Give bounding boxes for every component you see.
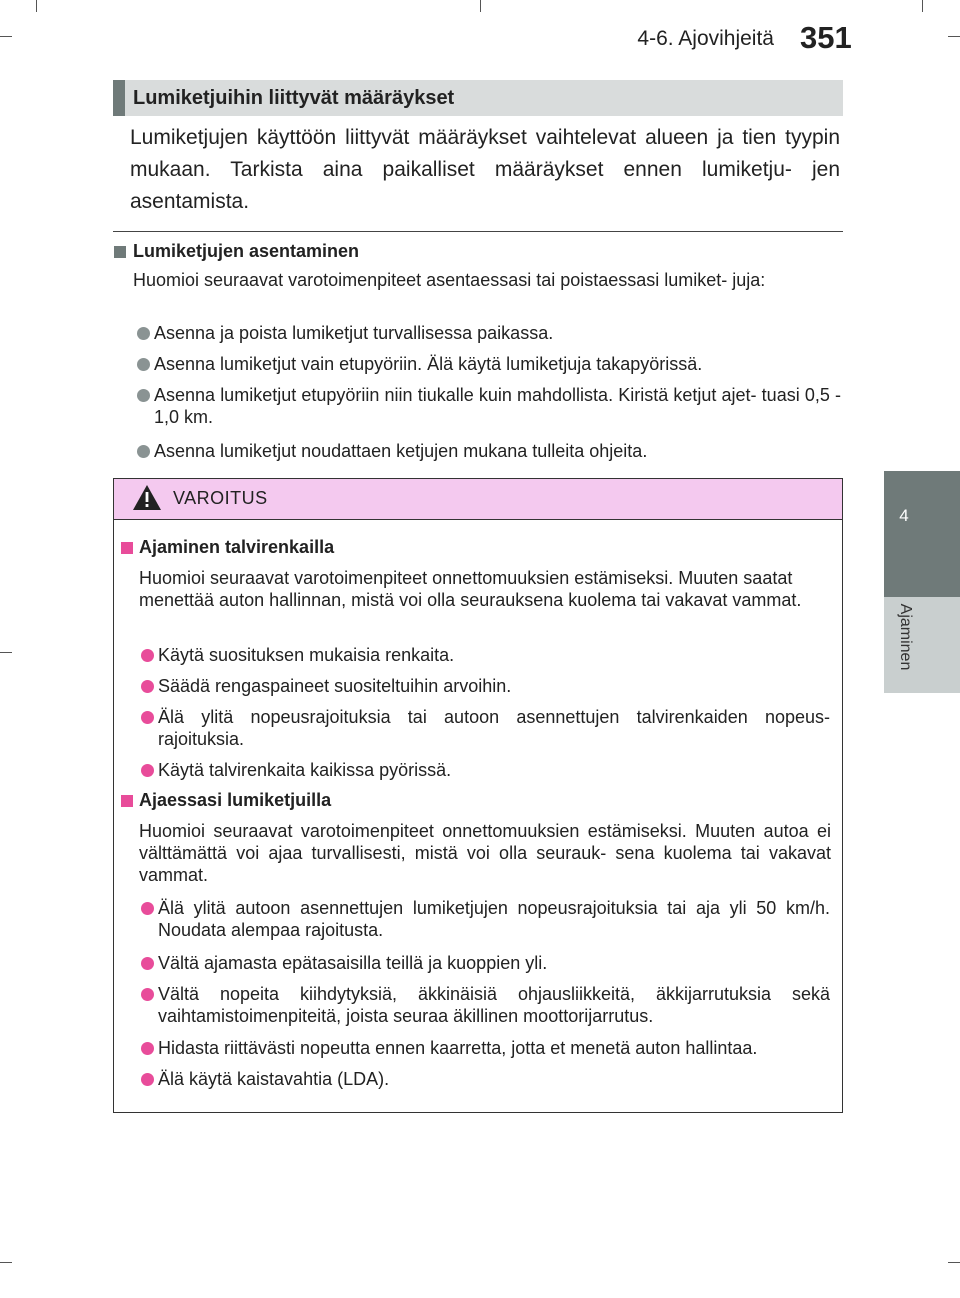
section-intro: Lumiketjujen käyttöön liittyvät määräykset vaihtelevat alueen ja tien tyypin mukaan. Tarkista aina paikalliset määräykset ennen lumiketju- jen asentamista. <box>130 126 840 213</box>
bullet-dot-icon <box>141 902 154 915</box>
square-bullet-icon <box>121 542 133 554</box>
subsection-text: Huomioi seuraavat varotoimenpiteet asentaessasi tai poistaessasi lumiket- juja: <box>133 270 766 290</box>
warning-subsection-title: Ajaessasi lumiketjuilla <box>139 790 332 810</box>
section-heading-text: Lumiketjuihin liittyvät määräykset <box>133 87 455 109</box>
bullet-dot-icon <box>141 1073 154 1086</box>
crop-mark <box>948 1262 960 1263</box>
warning-subsection-text: Huomioi seuraavat varotoimenpiteet onnettomuuksien estämiseksi. Muuten saatat menettää auton hallinnan, mistä voi olla seurauksena kuolema tai vakavat vammat. <box>139 568 802 610</box>
list-item: Älä ylitä nopeusrajoituksia tai autoon asennettujen talvirenkaiden nopeus- rajoituksia. <box>158 707 830 749</box>
list-item: Älä ylitä autoon asennettujen lumiketjujen nopeusrajoituksia tai aja yli 50 km/h. Noudata alempaa rajoitusta. <box>158 898 830 940</box>
section-heading-bar <box>113 80 125 116</box>
list-item: Käytä talvirenkaita kaikissa pyörissä. <box>158 760 452 780</box>
list-item: Käytä suosituksen mukaisia renkaita. <box>158 645 455 665</box>
crop-mark <box>948 36 960 37</box>
bullet-dot-icon <box>141 764 154 777</box>
warning-triangle-icon <box>132 484 162 511</box>
page-number: 351 <box>800 20 852 55</box>
chapter-tab <box>884 471 960 597</box>
square-bullet-icon <box>114 246 126 258</box>
header-section-title: 4-6. Ajovihjeitä <box>637 27 774 50</box>
bullet-dot-icon <box>137 445 150 458</box>
divider <box>113 231 843 232</box>
crop-mark <box>0 652 12 653</box>
list-item: Säädä rengaspaineet suositeltuihin arvoihin. <box>158 676 512 696</box>
bullet-dot-icon <box>141 680 154 693</box>
crop-mark <box>0 36 12 37</box>
crop-mark <box>0 1262 12 1263</box>
crop-mark <box>480 0 481 12</box>
warning-title: VAROITUS <box>173 488 268 508</box>
chapter-label-text: Ajaminen <box>897 603 914 671</box>
list-item: Asenna lumiketjut vain etupyöriin. Älä käytä lumiketjuja takapyörissä. <box>154 354 703 374</box>
crop-mark <box>36 0 37 12</box>
bullet-dot-icon <box>137 358 150 371</box>
section-heading <box>113 80 843 116</box>
bullet-dot-icon <box>137 327 150 340</box>
square-bullet-icon <box>121 795 133 807</box>
chapter-label <box>895 582 915 692</box>
warning-subsection-title: Ajaminen talvirenkailla <box>139 537 335 557</box>
list-item: Vältä ajamasta epätasaisilla teillä ja kuoppien yli. <box>158 953 548 973</box>
warning-subsection-text: Huomioi seuraavat varotoimenpiteet onnettomuuksien estämiseksi. Muuten autoa ei välttämättä voi ajaa turvallisesti, mistä voi olla seurauk- sena kuolema tai vakavat vammat. <box>139 821 831 885</box>
crop-mark <box>922 0 923 12</box>
bullet-dot-icon <box>141 1042 154 1055</box>
bullet-dot-icon <box>141 649 154 662</box>
bullet-dot-icon <box>137 389 150 402</box>
list-item: Vältä nopeita kiihdytyksiä, äkkinäisiä ohjausliikkeitä, äkkijarrutuksia sekä vaihtamistoimenpiteitä, joista seuraa äkillinen moottorijarrutus. <box>158 984 830 1026</box>
list-item: Asenna lumiketjut noudattaen ketjujen mukana tulleita ohjeita. <box>154 441 648 461</box>
list-item: Hidasta riittävästi nopeutta ennen kaarretta, jotta et menetä auton hallintaa. <box>158 1038 758 1058</box>
chapter-number: 4 <box>899 506 909 525</box>
warning-header <box>114 479 842 520</box>
list-item: Älä käytä kaistavahtia (LDA). <box>158 1069 390 1089</box>
bullet-dot-icon <box>141 957 154 970</box>
bullet-dot-icon <box>141 988 154 1001</box>
list-item: Asenna lumiketjut etupyöriin niin tiukalle kuin mahdollista. Kiristä ketjut ajet- tuasi 0,5 - 1,0 km. <box>154 385 841 427</box>
subsection-title: Lumiketjujen asentaminen <box>133 241 360 261</box>
list-item: Asenna ja poista lumiketjut turvallisessa paikassa. <box>154 323 554 343</box>
bullet-dot-icon <box>141 711 154 724</box>
